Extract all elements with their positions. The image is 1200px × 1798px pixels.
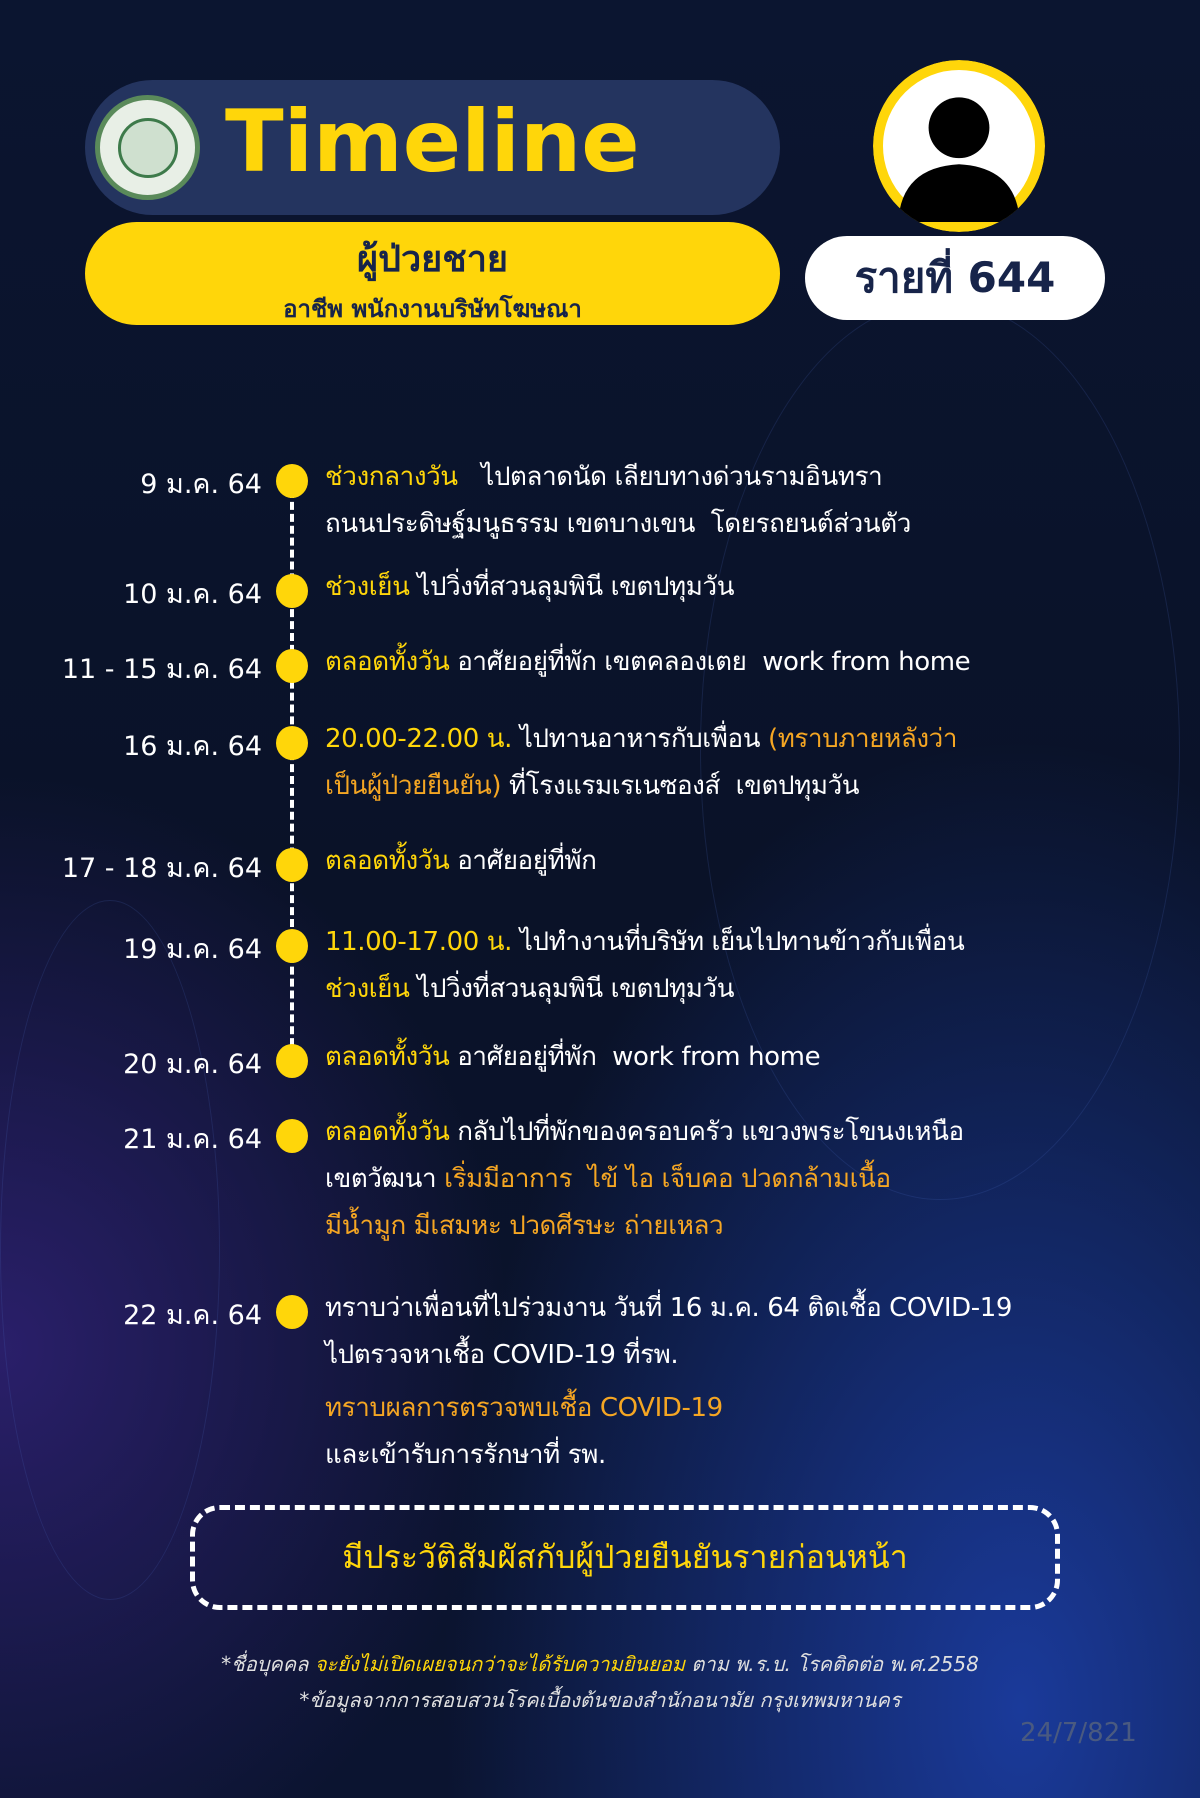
entry-text-segment: ตลอดทั้งวัน bbox=[325, 647, 450, 677]
timeline-dot-icon bbox=[276, 574, 308, 608]
entry-text-line bbox=[325, 919, 1180, 966]
entry-text-segment: 20.00-22.00 น. bbox=[325, 724, 512, 754]
entry-date: 19 ม.ค. 64 bbox=[123, 934, 262, 965]
entry-text-line bbox=[325, 966, 1180, 1013]
entry-text-segment: และเข้ารับการรักษาที่ รพ. bbox=[325, 1440, 606, 1470]
entry-text-segment: ช่วงกลางวัน bbox=[325, 462, 458, 492]
entry-text-segment: ทราบว่าเพื่อนที่ไปร่วมงาน วันที่ 16 ม.ค. 64 ติดเชื้อ COVID-19 bbox=[325, 1293, 1013, 1323]
entry-text-segment: เริ่มมีอาการ ไข้ ไอ เจ็บคอ ปวดกล้ามเนื้อ bbox=[444, 1164, 891, 1194]
entry-date: 17 - 18 ม.ค. 64 bbox=[61, 853, 262, 884]
entry-date: 22 ม.ค. 64 bbox=[123, 1300, 262, 1331]
entry-text-segment: มีน้ำมูก มีเสมหะ ปวดศีรษะ ถ่ายเหลว bbox=[325, 1211, 724, 1241]
bma-logo-icon bbox=[95, 95, 200, 200]
entry-text-line bbox=[325, 1156, 1180, 1203]
entry-text-segment: ไปทำงานที่บริษัท เย็นไปทานข้าวกับเพื่อน bbox=[511, 927, 965, 957]
entry-text-line bbox=[325, 501, 1180, 548]
footnote-text: *ชื่อบุคคล bbox=[221, 1652, 315, 1676]
entry-text-line bbox=[325, 454, 1180, 501]
entry-text-segment: ตลอดทั้งวัน bbox=[325, 1042, 450, 1072]
entry-text-segment: ไปตรวจหาเชื้อ COVID-19 ที่รพ. bbox=[325, 1340, 679, 1370]
entry-text-segment: เป็นผู้ป่วยยืนยัน) bbox=[325, 771, 502, 801]
entry-date: 20 ม.ค. 64 bbox=[123, 1049, 262, 1080]
timeline-dot-icon bbox=[276, 1295, 308, 1329]
entry-text-line bbox=[325, 564, 1180, 611]
entry-text-segment: เขตวัฒนา bbox=[325, 1164, 445, 1194]
patient-occupation: อาชีพ พนักงานบริษัทโฆษณา bbox=[283, 295, 582, 323]
entry-text-segment: ไปวิ่งที่สวนลุมพินี เขตปทุมวัน bbox=[409, 572, 735, 602]
entry-text-segment: ตลอดทั้งวัน bbox=[325, 846, 450, 876]
timeline-dot-icon bbox=[276, 1044, 308, 1078]
timeline-dot-icon bbox=[276, 464, 308, 498]
entry-text-segment: 11.00-17.00 น. bbox=[325, 927, 512, 957]
entry-date: 21 ม.ค. 64 bbox=[123, 1124, 262, 1155]
page-title: Timeline bbox=[225, 92, 640, 192]
contact-history-note: มีประวัติสัมผัสกับผู้ป่วยยืนยันรายก่อนหน้า bbox=[190, 1505, 1060, 1610]
entry-text-segment: ตลอดทั้งวัน bbox=[325, 1117, 450, 1147]
entry-text-line bbox=[325, 716, 1180, 763]
timeline-dot-icon bbox=[276, 649, 308, 683]
avatar-silhouette-icon bbox=[873, 60, 1045, 232]
entry-text-segment: กลับไปที่พักของครอบครัว แขวงพระโขนงเหนือ bbox=[449, 1117, 964, 1147]
entry-text-segment: ที่โรงแรมเรเนซองส์ เขตปทุมวัน bbox=[501, 771, 860, 801]
entry-date: 16 ม.ค. 64 bbox=[123, 731, 262, 762]
entry-text-line bbox=[325, 838, 1180, 885]
entry-date: 10 ม.ค. 64 bbox=[123, 579, 262, 610]
entry-text-segment: อาศัยอยู่ที่พัก เขตคลองเตย work from home bbox=[449, 647, 971, 677]
entry-text-segment: ช่วงเย็น bbox=[325, 974, 410, 1004]
patient-info-banner bbox=[85, 222, 780, 325]
entry-date: 11 - 15 ม.ค. 64 bbox=[61, 654, 262, 685]
timeline-dot-icon bbox=[276, 1119, 308, 1153]
timeline-dot-icon bbox=[276, 726, 308, 760]
entry-text-segment: ถนนประดิษฐ์มนูธรรม เขตบางเขน โดยรถยนต์ส่วนตัว bbox=[325, 509, 911, 539]
entry-text-segment: ทราบผลการตรวจพบเชื้อ COVID-19 bbox=[325, 1393, 723, 1423]
entry-text-segment: ไปตลาดนัด เลียบทางด่วนรามอินทรา bbox=[457, 462, 883, 492]
footnote-text: ตาม พ.ร.บ. โรคติดต่อ พ.ศ.2558 bbox=[685, 1652, 979, 1676]
footnote-privacy bbox=[40, 1648, 1160, 1680]
timeline-dot-icon bbox=[276, 848, 308, 882]
entry-text-line bbox=[325, 639, 1180, 686]
footnote-source: *ข้อมูลจากการสอบสวนโรคเบื้องต้นของสำนักอนามัย กรุงเทพมหานคร bbox=[299, 1688, 901, 1712]
entry-text-segment: (ทราบภายหลังว่า bbox=[767, 724, 958, 754]
entry-text-segment: ไปทานอาหารกับเพื่อน bbox=[511, 724, 768, 754]
case-number-badge: รายที่ 644 bbox=[805, 236, 1105, 320]
entry-text-segment: ช่วงเย็น bbox=[325, 572, 410, 602]
entry-text-line bbox=[325, 1385, 1180, 1432]
entry-text-line bbox=[325, 763, 1180, 810]
footnote-highlight: จะยังไม่เปิดเผยจนกว่าจะได้รับความยินยอม bbox=[314, 1652, 685, 1676]
patient-gender: ผู้ป่วยชาย bbox=[357, 239, 508, 280]
entry-text-line bbox=[325, 1432, 1180, 1479]
entry-text-segment: ไปวิ่งที่สวนลุมพินี เขตปทุมวัน bbox=[409, 974, 735, 1004]
entry-text-line bbox=[325, 1285, 1180, 1332]
entry-text-line bbox=[325, 1203, 1180, 1250]
entry-text-segment: อาศัยอยู่ที่พัก work from home bbox=[449, 1042, 821, 1072]
entry-text-line bbox=[325, 1034, 1180, 1081]
entry-text-line bbox=[325, 1109, 1180, 1156]
timeline-dot-icon bbox=[276, 929, 308, 963]
entry-text-segment: อาศัยอยู่ที่พัก bbox=[449, 846, 597, 876]
background-wave bbox=[0, 900, 220, 1600]
entry-date: 9 ม.ค. 64 bbox=[140, 469, 262, 500]
entry-text-line bbox=[325, 1332, 1180, 1379]
watermark: 24/7/821 bbox=[1020, 1718, 1137, 1748]
